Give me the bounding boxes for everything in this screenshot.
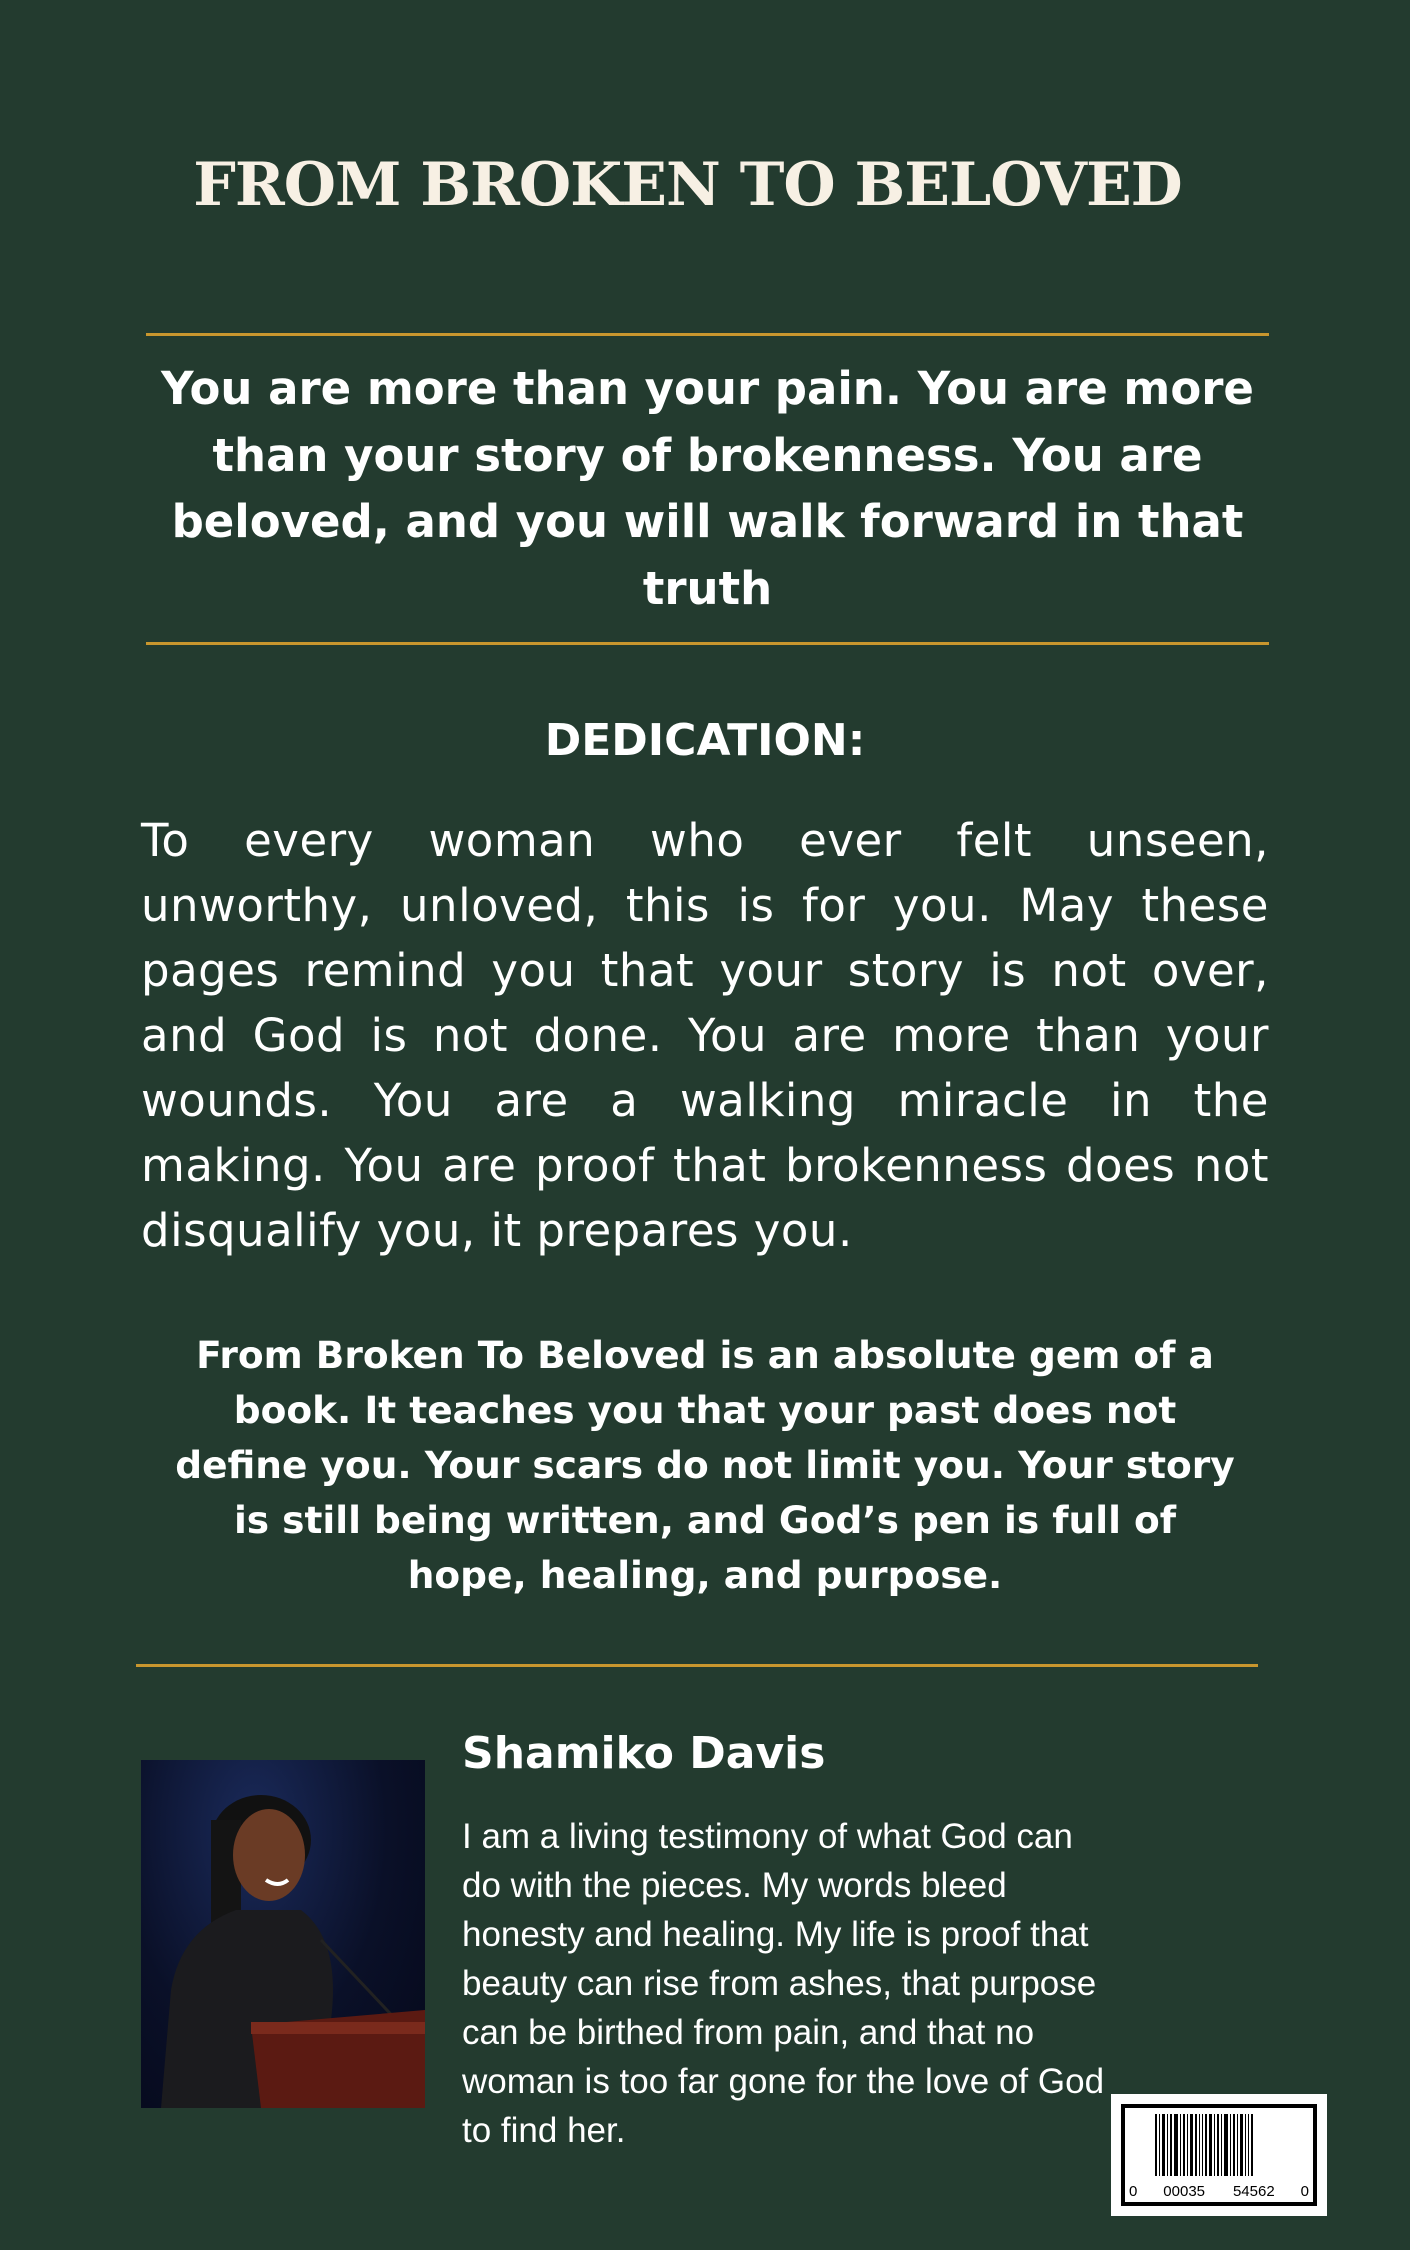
barcode-bar [1237, 2114, 1238, 2176]
barcode-bar [1180, 2114, 1181, 2176]
barcode-bar [1230, 2114, 1231, 2176]
barcode [1111, 2094, 1327, 2216]
barcode-bar [1159, 2114, 1160, 2176]
divider-middle [146, 642, 1269, 645]
barcode-bar [1224, 2114, 1228, 2176]
review-text: From Broken To Beloved is an absolute gem of a book. It teaches you that your past does not define you. Your scars do not limit you. Your story is still being written, and God’s pen is full of hope, healing, and purpose. [175, 1333, 1235, 1597]
barcode-bar [1248, 2114, 1249, 2176]
barcode-bar [1233, 2114, 1235, 2176]
author-bio: I am a living testimony of what God can do with the pieces. My words bleed honesty and healing. My life is proof that beauty can rise from ashes, that purpose can be birthed from pain, and that no woman is too far gone for the love of God to find her. [462, 1817, 1105, 2150]
barcode-group2: 54562 [1232, 2183, 1275, 2200]
author-photo [141, 1760, 425, 2108]
barcode-group1: 00035 [1163, 2183, 1206, 2200]
barcode-bar [1174, 2114, 1178, 2176]
barcode-bar [1183, 2114, 1185, 2176]
barcode-bar [1190, 2114, 1193, 2176]
barcode-bar [1214, 2114, 1215, 2176]
barcode-bars [1155, 2114, 1283, 2176]
barcode-bar [1167, 2114, 1168, 2176]
dedication-text: To every woman who ever felt unseen, unworthy, unloved, this is for you. May these pages remind you that your story is not over, and God is not done. You are more than your wounds. You are a walking miracle in the making. You are proof that brokenness does not disqualify you, it prepares you. [141, 814, 1269, 1257]
barcode-bar [1199, 2114, 1200, 2176]
divider-top [146, 333, 1269, 336]
barcode-bar [1240, 2114, 1243, 2176]
divider-bottom [136, 1664, 1258, 1667]
barcode-bar [1170, 2114, 1172, 2176]
barcode-bar [1162, 2114, 1165, 2176]
author-name: Shamiko Davis [462, 1728, 826, 1779]
barcode-bar [1245, 2114, 1246, 2176]
barcode-right-digit: 0 [1300, 2183, 1309, 2200]
barcode-bar [1217, 2114, 1219, 2176]
barcode-bar [1221, 2114, 1222, 2176]
barcode-bar [1195, 2114, 1197, 2176]
barcode-bar [1155, 2114, 1157, 2176]
barcode-bar [1209, 2114, 1212, 2176]
barcode-bar [1187, 2114, 1188, 2176]
barcode-bar [1251, 2114, 1253, 2176]
barcode-left-digit: 0 [1129, 2183, 1138, 2200]
barcode-bar [1202, 2114, 1203, 2176]
pull-quote: You are more than your pain. You are more than your story of brokenness. You are beloved, and you will walk forward in that truth [161, 362, 1254, 615]
dedication-heading: DEDICATION: [544, 715, 866, 766]
book-title: FROM BROKEN TO BELOVED [193, 150, 1182, 220]
barcode-bar [1205, 2114, 1207, 2176]
